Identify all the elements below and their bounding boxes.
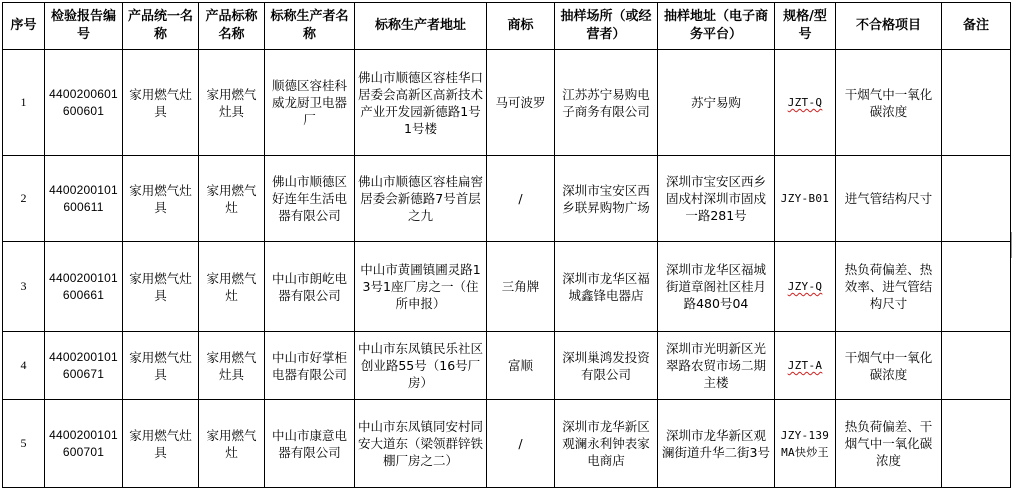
cell-fail-item: 干烟气中一氧化碳浓度 (836, 332, 942, 400)
header-remark: 备注 (942, 3, 1011, 50)
header-report-no: 检验报告编号 (45, 3, 123, 50)
table-row (3, 242, 1011, 332)
cell-sampling-address: 深圳市龙华区福城街道章阁社区桂月路480号04 (658, 242, 775, 332)
cell-product-name: 家用燃气灶具 (123, 50, 199, 156)
cell-maker: 顺德区容桂科威龙厨卫电器厂 (265, 50, 355, 156)
cell-product-name: 家用燃气灶具 (123, 332, 199, 400)
cell-sampling-site: 深圳市龙华区福城鑫锋电器店 (555, 242, 658, 332)
cell-maker-address: 佛山市顺德区容桂扁窖居委会新德路7号首层之九 (355, 156, 487, 242)
header-seq: 序号 (3, 3, 45, 50)
cell-brand: 三角牌 (487, 242, 555, 332)
cell-sampling-site: 深圳市龙华新区观澜永利钟表家电商店 (555, 400, 658, 488)
cell-seq: 5 (3, 400, 45, 488)
cell-maker: 佛山市顺德区好连年生活电器有限公司 (265, 156, 355, 242)
cell-sampling-address: 深圳市宝安区西乡固戍村深圳市固戍一路281号 (658, 156, 775, 242)
cell-fail-item: 热负荷偏差、热效率、进气管结构尺寸 (836, 242, 942, 332)
cell-spec (775, 400, 836, 488)
header-sampling-address: 抽样地址（电子商务平台） (658, 3, 775, 50)
header-maker-address: 标称生产者地址 (355, 3, 487, 50)
table-row (3, 50, 1011, 156)
table-row (3, 400, 1011, 488)
cell-product-name: 家用燃气灶具 (123, 242, 199, 332)
cell-label-name: 家用燃气灶具 (199, 50, 265, 156)
cell-brand: 马可波罗 (487, 50, 555, 156)
spec-text: JZT-A (787, 359, 823, 372)
cell-remark (942, 332, 1011, 400)
table-header-row (3, 3, 1011, 50)
cell-spec (775, 156, 836, 242)
cell-label-name: 家用燃气灶 (199, 242, 265, 332)
cell-maker-address: 中山市东凤镇同安村同安大道东（梁领群锌铁棚厂房之二） (355, 400, 487, 488)
cell-report-no: 4400200101600701 (45, 400, 123, 488)
cell-brand: / (487, 156, 555, 242)
cell-fail-item: 进气管结构尺寸 (836, 156, 942, 242)
header-brand: 商标 (487, 3, 555, 50)
unqualified-products-table (2, 2, 1011, 488)
cell-product-name: 家用燃气灶具 (123, 156, 199, 242)
cell-sampling-site: 江苏苏宁易购电子商务有限公司 (555, 50, 658, 156)
cell-brand: / (487, 400, 555, 488)
cell-maker-address: 中山市东凤镇民乐社区创业路55号（16号厂房） (355, 332, 487, 400)
cell-maker: 中山市好掌柜电器有限公司 (265, 332, 355, 400)
report-table-container (2, 2, 1011, 488)
cell-product-name: 家用燃气灶具 (123, 400, 199, 488)
cell-spec (775, 50, 836, 156)
header-maker: 标称生产者名称 (265, 3, 355, 50)
header-spec: 规格/型号 (775, 3, 836, 50)
cell-sampling-address: 深圳市龙华新区观澜街道升华二街3号 (658, 400, 775, 488)
cell-remark (942, 50, 1011, 156)
cell-report-no: 4400200101600611 (45, 156, 123, 242)
header-label-name: 产品标称名称 (199, 3, 265, 50)
cell-sampling-site: 深圳市宝安区西乡联昇购物广场 (555, 156, 658, 242)
page-edge-mark (1011, 232, 1016, 258)
spec-text: JZT-Q (787, 96, 823, 109)
table-row (3, 156, 1011, 242)
spec-text: JZY-B01 (780, 192, 830, 205)
cell-seq: 1 (3, 50, 45, 156)
cell-spec (775, 332, 836, 400)
spec-text: JZY-139MA快炒王 (780, 428, 830, 459)
cell-maker: 中山市康意电器有限公司 (265, 400, 355, 488)
cell-sampling-address: 苏宁易购 (658, 50, 775, 156)
header-product-name: 产品统一名称 (123, 3, 199, 50)
cell-report-no: 4400200101600671 (45, 332, 123, 400)
cell-remark (942, 400, 1011, 488)
cell-brand: 富顺 (487, 332, 555, 400)
header-sampling-site: 抽样场所（或经营者） (555, 3, 658, 50)
cell-report-no: 4400200101600661 (45, 242, 123, 332)
cell-sampling-address: 深圳市光明新区光翠路农贸市场二期主楼 (658, 332, 775, 400)
cell-maker: 中山市朗屹电器有限公司 (265, 242, 355, 332)
cell-label-name: 家用燃气灶具 (199, 332, 265, 400)
cell-label-name: 家用燃气灶 (199, 156, 265, 242)
cell-maker-address: 佛山市顺德区容桂华口居委会高新区高新技术产业开发园新德路1号1号楼 (355, 50, 487, 156)
cell-seq: 4 (3, 332, 45, 400)
cell-report-no: 4400200601600601 (45, 50, 123, 156)
cell-seq: 3 (3, 242, 45, 332)
cell-seq: 2 (3, 156, 45, 242)
cell-sampling-site: 深圳巢鸿发投资有限公司 (555, 332, 658, 400)
cell-remark (942, 156, 1011, 242)
cell-label-name: 家用燃气灶 (199, 400, 265, 488)
table-row (3, 332, 1011, 400)
cell-remark (942, 242, 1011, 332)
cell-fail-item: 热负荷偏差、干烟气中一氧化碳浓度 (836, 400, 942, 488)
cell-maker-address: 中山市黄圃镇圃灵路13号1座厂房之一（住所申报） (355, 242, 487, 332)
header-fail-item: 不合格项目 (836, 3, 942, 50)
spec-text: JZY-Q (787, 280, 823, 293)
cell-fail-item: 干烟气中一氧化碳浓度 (836, 50, 942, 156)
cell-spec (775, 242, 836, 332)
